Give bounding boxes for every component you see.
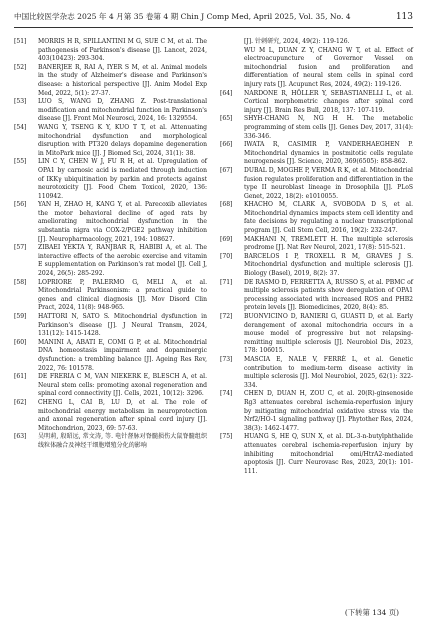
reference-item [14, 279, 207, 313]
reference-item [220, 115, 413, 141]
reference-text: BUONVICINO D, RANIERI G, GUASTI D, et al. Early derangement of axonal mitochondria occurs in a mouse model of progressive but not relapsing-remitting multiple sclerosis [J]. Neurobiol Dis, 2023, 178: 106015. [244, 313, 413, 355]
reference-text: LIN C Y, CHEN W J, FU R H, et al. Upregulation of OPA1 by carnosic acid is mediated through induction of IKKγ ubiquitination by parkin and protects against neurotoxicity [J]. Food Chem Toxicol, 2020, 136: 110942. [38, 158, 207, 200]
references-right-column [220, 38, 413, 476]
reference-item [14, 373, 207, 399]
reference-text: MORRIS H R, SPILLANTINI M G, SUE C M, et al. The pathogenesis of Parkinson's disease [J]. Lancet, 2024, 403(10423): 293-304. [38, 38, 207, 63]
reference-item [14, 433, 207, 450]
reference-text: LOPRIORE P, PALERMO G, MELI A, et al. Mitochondrial Parkinsonism: a practical guide to genes and clinical diagnosis [J]. Mov Disord Clin Pract, 2024, 11(8): 948-965. [38, 278, 207, 312]
reference-text: DE RASMO D, FERRETTA A, RUSSO S, et al. PBMC of multiple sclerosis patients show deregulation of OPA1 processing associated with increased ROS and PHB2 protein levels [J]. Biomedicines, 2020, 8(4): 85. [244, 278, 413, 312]
reference-number: [66] [220, 141, 233, 149]
reference-item [14, 244, 207, 278]
reference-text: MAKHANI N, TREMLETT H. The multiple sclerosis prodrome [J]. Nat Rev Neurol, 2021, 17(8): 515-521. [244, 235, 413, 252]
reference-text: MANINI A, ABATI E, COMI G P, et al. Mitochondrial DNA homeostasis impairment and dopaminergic dysfunction: a trembling balance [J]. Ageing Res Rev, 2022, 76: 101578. [38, 338, 207, 372]
reference-number: [74] [220, 390, 233, 398]
reference-item [220, 433, 413, 476]
reference-text: WANG Y, TSENG K Y, KUO T T, et al. Attenuating mitochondrial dysfunction and morphological disruption with PT320 delays dopamine degeneration in MitoPark mice [J]. J Biomed Sci, 2024, 31(1): 38. [38, 123, 207, 157]
reference-text: WU M L, DUAN Z Y, CHANG W T, et al. Effect of electroacupuncture of Governor Vessel on mitochondrial fusion and proliferation and differentiation of neural stem cells in spinal cord injury rats [J]. Acupunct Res, 2024, 49(2): 119-126. [244, 46, 413, 88]
reference-number: [72] [220, 313, 233, 320]
reference-text: IWATA R, CASIMIR P, VANDERHAEGHEN P. Mitochondrial dynamics in postmitotic cells regulate neurogenesis [J]. Science, 2020, 369(6505): 858-862. [244, 141, 413, 166]
continued-note: (下转第 134 页) [344, 608, 399, 617]
header-rule [14, 27, 413, 28]
reference-item [220, 253, 413, 279]
reference-item [14, 201, 207, 244]
reference-item [220, 201, 413, 235]
reference-number: [69] [220, 235, 233, 243]
reference-item [220, 47, 413, 90]
reference-item [220, 313, 413, 356]
reference-text: DUBAL D, MOGHE P, VERMA R K, et al. Mitochondrial fusion regulates proliferation and differentiation in the type II neuroblast lineage in Drosophila [J]. PLoS Genet, 2022, 18(2): e1010055. [244, 166, 413, 200]
reference-item [14, 313, 207, 339]
page-number: 113 [395, 12, 413, 22]
reference-number: [71] [220, 278, 233, 286]
reference-item [14, 339, 207, 373]
journal-citation-line: 中国比较医学杂志 2025 年 4 月第 35 卷第 4 期 Chin J Comp Med, April 2025, Vol. 35, No. 4 [14, 12, 351, 21]
reference-number: [62] [14, 398, 27, 406]
reference-item [220, 90, 413, 116]
reference-text: HATTORI N, SATO S. Mitochondrial dysfunction in Parkinson's disease [J]. J Neural Transm, 2024, 131(12): 1415-1428. [38, 313, 207, 338]
reference-number: [59] [14, 313, 27, 320]
reference-item [14, 64, 207, 98]
reference-number: [64] [220, 89, 233, 97]
reference-text: SHYH-CHANG N, NG H H. The metabolic programming of stem cells [J]. Genes Dev, 2017, 31(4): 336-346. [244, 115, 413, 140]
reference-text: ZIBAEI YEKTA Y, RANJBAR R, HABIBI A, et al. The interactive effects of the aerobic exercise and vitamin E supplementation on Parkinson's rat model [J]. Cell J, 2024, 26(5): 285-292. [38, 244, 207, 278]
reference-item [14, 98, 207, 124]
reference-number: [63] [14, 433, 27, 441]
reference-text: CHENG L, CAI B, LU D, et al. The role of mitochondrial energy metabolism in neuroprotection and axonal regeneration after spinal cord injury [J]. Mitochondrion, 2023, 69: 57-63. [38, 398, 207, 432]
reference-text: BARCELOS I P, TROXELL R M, GRAVES J S. Mitochondrial dysfunction and multiple sclerosis [J]. Biology (Basel), 2019, 8(2): 37. [244, 252, 413, 278]
reference-item [220, 141, 413, 167]
reference-text: YAN H, ZHAO H, KANG Y, et al. Parecoxib alleviates the motor behavioral decline of aged rats by ameliorating mitochondrial dysfunction in the substantia nigra via COX-2/PGE2 pathway inhibition [J]. Neuropharmacology, 2021, 194: 108627. [38, 201, 207, 243]
reference-item [220, 356, 413, 390]
reference-number: [51] [14, 38, 27, 45]
reference-number: [55] [14, 158, 27, 166]
reference-text: BANERJEE R, RAI A, IYER S M, et al. Animal models in the study of Alzheimer's disease and Parkinson's disease: a historical perspective [J]. Anim Model Exp Med, 2022, 5(1): 27-37. [38, 63, 207, 97]
reference-number: [56] [14, 201, 27, 209]
reference-item [220, 167, 413, 201]
reference-text: NARDONE R, HÖLLER Y, SEBASTIANELLI L, et al. Cortical morphometric changes after spinal cord injury [J]. Brain Res Bull, 2018, 137: 107-119. [244, 89, 413, 114]
reference-number: [67] [220, 166, 233, 174]
references-left-column [14, 38, 207, 451]
reference-item [14, 158, 207, 201]
reference-text: LUO S, WANG D, ZHANG Z. Post-translational modification and mitochondrial function in Parkinson's disease [J]. Front Mol Neurosci, 2024, 16: 1329554. [38, 98, 207, 123]
reference-text: HUANG S, HE Q, SUN X, et al. DL-3-n-butylphthalide attenuates cerebral ischemia-reperfusion injury by inhibiting mitochondrial omi/HtrA2-mediated apoptosis [J]. Curr Neurovasc Res, 2023, 20(1): 101-111. [244, 433, 413, 475]
reference-item [14, 399, 207, 433]
running-header [14, 10, 413, 24]
reference-number: [73] [220, 355, 233, 363]
reference-number: [75] [220, 433, 233, 441]
reference-number: [58] [14, 278, 27, 286]
reference-number: [54] [14, 123, 27, 131]
reference-number: [61] [14, 373, 27, 381]
reference-text: MASCIA E, NALE V, FERRÈ L, et al. Genetic contribution to medium-term disease activity in multiple sclerosis [J]. Mol Neurobiol, 2025, 62(1): 322-334. [244, 355, 413, 389]
reference-item [220, 279, 413, 313]
reference-item [220, 236, 413, 253]
reference-item [220, 38, 413, 47]
reference-text: DE FRERIA C M, VAN NIEKERK E, BLESCH A, et al. Neural stem cells: promoting axonal regeneration and spinal cord connectivity [J]. Cells, 2021, 10(12): 3296. [38, 373, 207, 398]
reference-text: 吴明莉, 殷昭远, 常文涛, 等. 电针督脉对脊髓损伤大鼠脊髓组织线粒体融合及神经干细胞增殖分化的影响 [38, 433, 207, 449]
reference-number: [68] [220, 201, 233, 209]
reference-text: KHACHO M, CLARK A, SVOBODA D S, et al. Mitochondrial dynamics impacts stem cell identity and fate decisions by regulating a nuclear transcriptional program [J]. Cell Stem Cell, 2016, 19(2): 232-247. [244, 201, 413, 235]
reference-number: [70] [220, 252, 233, 260]
reference-item [220, 390, 413, 433]
reference-number: [60] [14, 338, 27, 346]
reference-number: [65] [220, 115, 233, 123]
reference-item [14, 38, 207, 64]
reference-number: [57] [14, 244, 27, 252]
reference-text: CHEN D, DUAN H, ZOU C, et al. 20(R)-ginsenoside Rg3 attenuates cerebral ischemia-reperfusion injury by mitigating mitochondrial oxidative stress via the Nrf2/HO-1 signaling pathway [J]. Phytother Res, 2024, 38(3): 1462-1477. [244, 390, 413, 432]
reference-item [14, 124, 207, 158]
reference-number: [52] [14, 63, 27, 71]
reference-number: [53] [14, 98, 27, 106]
reference-text: [J]. 针刺研究, 2024, 49(2): 119-126. [244, 38, 350, 45]
